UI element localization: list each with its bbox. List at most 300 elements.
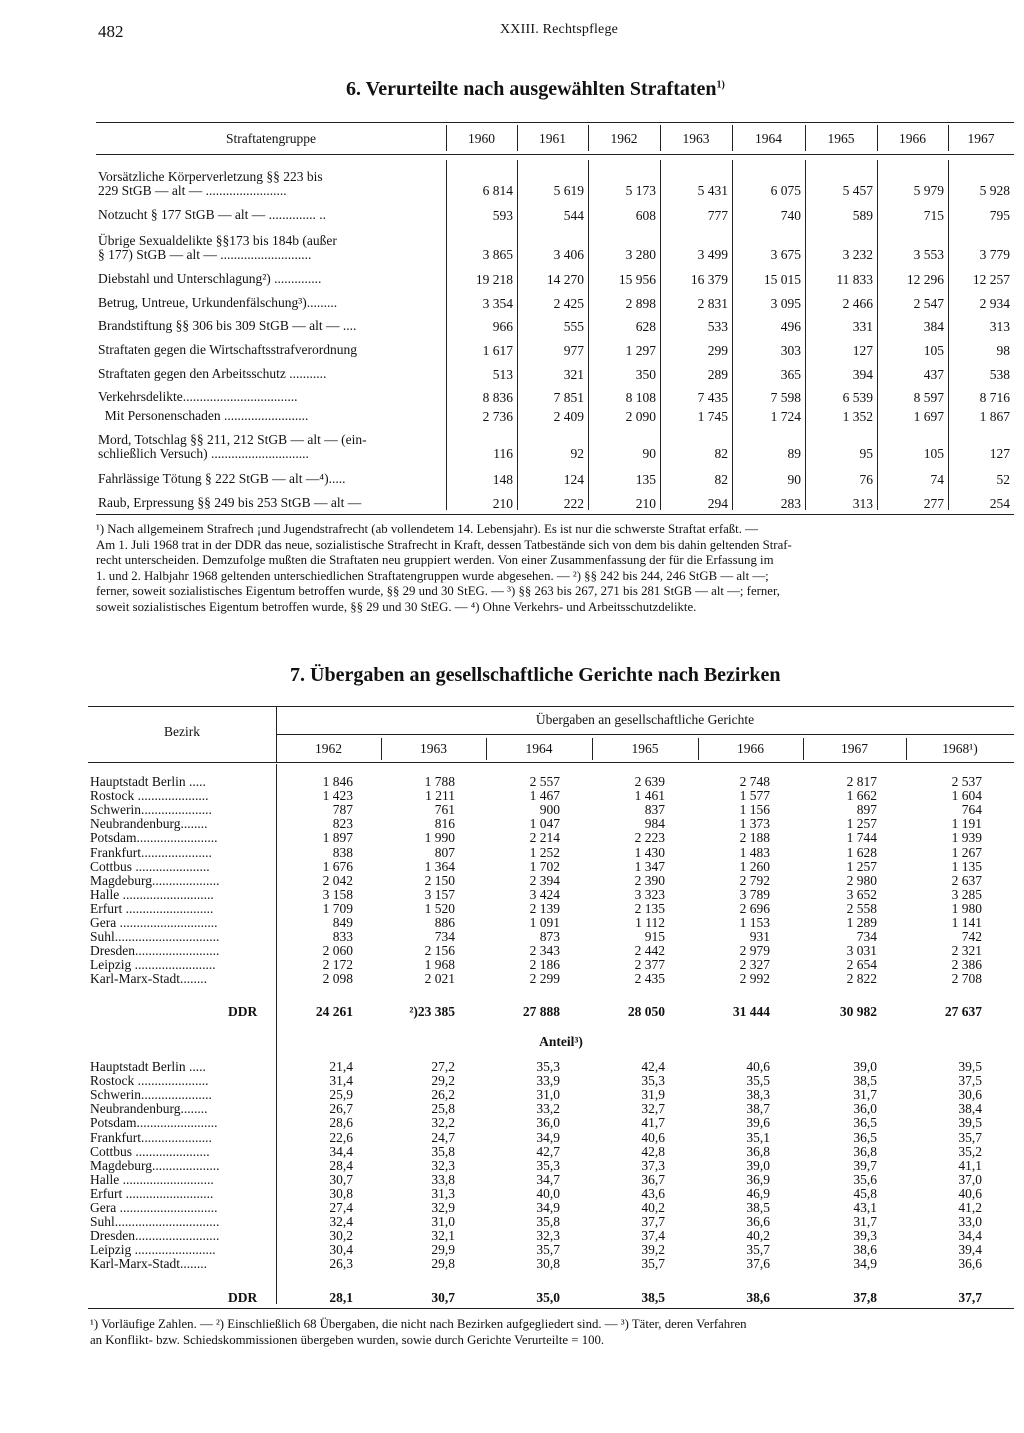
table7-share-row-cell: 40,0 (536, 1185, 560, 1201)
table7-year-header: 1963 (420, 741, 447, 756)
table7-share-row-cell: 38,4 (958, 1101, 982, 1117)
table6-cell: 5 173 (625, 183, 656, 198)
table7-count-row-cell: 2 435 (634, 971, 665, 987)
table7-count-row-cell: 1 628 (846, 844, 877, 860)
table6-cell: 589 (852, 208, 873, 223)
table7-share-row-cell: 32,4 (329, 1214, 353, 1230)
table7-share-row-cell: 40,6 (641, 1129, 665, 1145)
table6-footnote-line: Am 1. Juli 1968 trat in der DDR das neue, sozialistische Strafrecht in Kraft, dessen Tatbestände sich von dem bis dahin geltenden Straf- (96, 537, 792, 552)
table7-year-header: 1962 (315, 741, 342, 756)
table7-year-header: 1967 (841, 741, 868, 756)
table6-cell: 3 779 (979, 247, 1010, 262)
table7-share-row-cell: 37,7 (641, 1214, 665, 1230)
table6-cell: 2 466 (842, 296, 873, 311)
table7-footnote-line: an Konflikt- bzw. Schiedskommissionen übergeben wurden, sowie durch Gerichte Verurteilte = 100. (90, 1332, 605, 1347)
table7-share-row-cell: 38,6 (853, 1242, 877, 1258)
table7-count-row-cell: 3 157 (424, 886, 455, 902)
table7-count-row-cell: 1 483 (739, 844, 770, 860)
table6-year-header: 1965 (827, 131, 855, 146)
table7-count-row-cell: 838 (332, 844, 353, 860)
table6-cell: 92 (570, 446, 584, 461)
table7-share-row-cell: 40,6 (958, 1185, 982, 1201)
table6-cell: 277 (923, 496, 944, 511)
table6-cell: 437 (923, 367, 944, 382)
table7-header-rule (88, 762, 1014, 763)
table6-cell: 76 (859, 472, 873, 487)
table7-count-row-cell: 1 211 (425, 788, 455, 804)
table6-cell: 16 379 (690, 272, 728, 287)
table7-share-row-cell: 30,4 (329, 1242, 353, 1258)
table7-share-row-cell: 42,8 (641, 1143, 665, 1159)
table6-top-rule (96, 122, 1014, 123)
table6-cell: 496 (780, 319, 801, 334)
table7-count-row-label: Leipzig ........................ (90, 957, 216, 973)
table7-count-row-cell: 1 788 (424, 774, 455, 789)
table7-count-row-cell: 2 021 (424, 971, 455, 987)
table7-count-row-cell: 1 897 (322, 830, 353, 846)
table6-cell: 303 (780, 343, 801, 358)
table6-cell: 5 979 (913, 183, 944, 198)
table7-count-row-label: Suhl............................... (90, 929, 220, 945)
table7-share-row-label: Halle ........................... (90, 1171, 214, 1187)
table7-count-row-cell: 2 150 (424, 872, 455, 888)
table6-cell: 294 (707, 496, 728, 511)
table7-count-row-cell: 764 (961, 802, 982, 818)
table6-cell: 966 (492, 319, 513, 334)
table6-cell: 90 (642, 446, 656, 461)
table7-count-row-cell: 873 (539, 929, 560, 945)
table6-footnote-line: ferner, soweit sozialistisches Eigentum betroffen wurde, §§ 29 und 30 StEG. — ³) §§ 263 bis 267, 271 bis 281 StGB — alt —; ferner, (96, 584, 780, 598)
table7-share-row-label: Gera ............................. (90, 1200, 218, 1215)
table7-share-row-cell: 30,7 (329, 1171, 353, 1187)
table7-year-header: 1964 (525, 741, 553, 756)
table7-share-row-cell: 38,3 (746, 1087, 770, 1103)
table6-cell: 14 270 (546, 272, 584, 287)
table7-group-header: Übergaben an gesellschaftliche Gerichte (535, 712, 755, 727)
table7-count-row-label: Hauptstadt Berlin ..... (90, 774, 206, 789)
table6-title (346, 78, 725, 101)
table6-cell: 365 (780, 367, 801, 382)
table7-footnote-line: ¹) Vorläufige Zahlen. — ²) Einschließlich 68 Übergaben, die nicht nach Bezirken aufgegliedert sind. — ³) Täter, deren Verfahren (90, 1317, 747, 1331)
table6-cell: 8 716 (979, 390, 1010, 405)
table6-cell: 90 (787, 472, 801, 487)
table6-cell: 628 (635, 319, 656, 334)
table6-cell: 12 257 (972, 272, 1010, 287)
table7-count-row-cell: 734 (434, 929, 455, 945)
table7-share-total-row-cell: 30,7 (431, 1290, 455, 1305)
table7-share-row-cell: 31,0 (536, 1087, 560, 1103)
table7-share-row-cell: 35,7 (746, 1242, 770, 1258)
table6-cell: 19 218 (475, 272, 513, 287)
table6-cell: 105 (923, 446, 944, 461)
table7-count-row-label: Frankfurt..................... (90, 844, 212, 860)
table6-row-label: Mord, Totschlag §§ 211, 212 StGB — alt — (ein- schließlich Versuch) ............................. (98, 432, 367, 461)
table7-share-row-cell: 32,7 (641, 1101, 665, 1117)
table7-count-row-cell: 1 709 (322, 900, 353, 916)
table6-footnote-block (96, 522, 1016, 615)
table6-cell: 1 867 (979, 409, 1010, 424)
table7-share-row-cell: 34,9 (536, 1200, 560, 1215)
table7-count-row-label: Schwerin..................... (90, 802, 212, 818)
table7-share-row-cell: 35,5 (746, 1073, 770, 1089)
table7-count-row-cell: 3 789 (739, 886, 770, 902)
table6-row-label: Betrug, Untreue, Urkundenfälschung³)......... (98, 295, 338, 310)
table6-cell: 3 865 (482, 247, 513, 262)
table7-share-row-label: Rostock ..................... (90, 1073, 209, 1089)
table7-count-row-cell: 2 979 (739, 943, 770, 959)
table6-cell: 3 499 (697, 247, 728, 262)
table7-share-row-cell: 40,2 (746, 1228, 770, 1244)
table7-share-row-cell: 33,2 (536, 1101, 560, 1117)
table7-share-row-cell: 36,5 (853, 1115, 877, 1131)
table7-count-row-cell: 2 214 (529, 830, 560, 846)
table7-count-row-cell: 984 (644, 816, 665, 832)
table7-share-row-cell: 35,7 (958, 1129, 982, 1145)
table6-row-label: Fahrlässige Tötung § 222 StGB — alt —⁴)..... (98, 471, 346, 486)
table7-share-row-label: Cottbus ...................... (90, 1143, 210, 1159)
table7-share-total-row-cell: 35,0 (536, 1290, 560, 1305)
table6-title-sup: 1) (716, 79, 725, 91)
table6-year-header: 1966 (899, 131, 926, 146)
table7-count-row-cell: 761 (434, 802, 455, 818)
table7-share-row-cell: 36,6 (746, 1214, 770, 1230)
table6-cell: 222 (563, 496, 584, 511)
table7-share-row-cell: 35,3 (536, 1059, 560, 1074)
table6-cell: 8 597 (913, 390, 944, 405)
table7-share-row-cell: 36,6 (958, 1256, 982, 1272)
table7-share-row-cell: 26,7 (329, 1101, 353, 1117)
table6-cell: 98 (996, 343, 1010, 358)
table7-share-row-cell: 35,3 (536, 1157, 560, 1173)
table6-cell: 2 547 (913, 296, 944, 311)
table6-bottom-rule (96, 514, 1014, 515)
table7-share-row-cell: 32,9 (431, 1200, 455, 1215)
table7-share-row-cell: 34,4 (958, 1228, 982, 1244)
table6-cell: 82 (714, 446, 728, 461)
table6-cell: 2 934 (979, 296, 1010, 311)
table6-cell: 89 (787, 446, 801, 461)
table7-share-row-cell: 35,8 (536, 1214, 560, 1230)
table7-count-row-cell: 1 467 (529, 788, 560, 804)
table7-share-row-cell: 43,1 (853, 1200, 877, 1215)
table7-total-row-cell: 27 888 (522, 1004, 560, 1019)
table7-count-row-cell: 2 156 (424, 943, 455, 959)
table7-total-label: DDR (228, 1004, 258, 1019)
table7-count-row-cell: 1 968 (424, 957, 455, 973)
table7-share-row-label: Hauptstadt Berlin ..... (90, 1059, 206, 1074)
table7-count-row-cell: 3 323 (634, 886, 665, 902)
table7-share-row-cell: 37,0 (958, 1171, 982, 1187)
table7-share-row-cell: 39,4 (958, 1242, 982, 1258)
table6-cell: 6 814 (482, 183, 513, 198)
table7-share-row-cell: 36,0 (536, 1115, 560, 1131)
table7-count-row-cell: 1 289 (846, 915, 877, 930)
table7-count-row-cell: 2 042 (322, 872, 353, 888)
table7-count-row-cell: 2 327 (739, 957, 770, 973)
table7-count-row-cell: 823 (332, 816, 353, 832)
table7-share-total-row-cell: 37,8 (853, 1290, 877, 1305)
table6-cell: 331 (852, 319, 873, 334)
table7-count-row-cell: 1 112 (635, 915, 665, 930)
table7-count-row-cell: 2 390 (634, 872, 665, 888)
table7-count-row-cell: 897 (856, 802, 877, 818)
table6-row-label: Brandstiftung §§ 306 bis 309 StGB — alt — .... (98, 318, 357, 333)
table6-cell: 15 015 (763, 272, 801, 287)
table7-count-row-cell: 1 347 (634, 858, 665, 874)
table7-count-row-cell: 1 520 (424, 900, 455, 916)
table7-share-row-cell: 35,8 (431, 1143, 455, 1159)
table6-cell: 3 095 (770, 296, 801, 311)
table7-count-row-cell: 2 817 (846, 774, 877, 789)
table7-year-header: 1965 (631, 741, 659, 756)
table7-count-row-cell: 2 654 (846, 957, 877, 973)
table7-share-row-cell: 27,2 (431, 1059, 455, 1074)
table7-count-row-cell: 849 (332, 915, 353, 930)
table7-count-row-cell: 1 091 (529, 915, 560, 930)
table7-count-row-cell: 816 (434, 816, 455, 832)
table7-count-row-cell: 2 343 (529, 943, 560, 959)
table6-cell: 593 (492, 208, 513, 223)
table7-count-row-cell: 1 252 (529, 844, 560, 860)
table7-share-row-cell: 31,3 (431, 1185, 455, 1201)
table7-share-row-cell: 34,7 (536, 1171, 560, 1187)
table6-cell: 3 354 (482, 296, 513, 311)
table7-share-row-label: Frankfurt..................... (90, 1129, 212, 1145)
table6-cell: 148 (492, 472, 513, 487)
table6-cell: 5 619 (553, 183, 584, 198)
table7-count-row-cell: 1 257 (846, 816, 877, 832)
table6-cell: 740 (780, 208, 801, 223)
table7-share-row-cell: 26,3 (329, 1256, 353, 1272)
table7-count-row-cell: 2 299 (529, 971, 560, 987)
table6-year-header: 1967 (967, 131, 995, 146)
table6-cell: 127 (989, 446, 1010, 461)
table7-count-row-label: Dresden......................... (90, 943, 220, 959)
table6-cell: 533 (707, 319, 728, 334)
table7-count-row-cell: 807 (434, 844, 455, 860)
table6-row-label: Verkehrsdelikte.................................. (98, 389, 298, 404)
table6-cell: 977 (563, 343, 584, 358)
table7-count-row-cell: 886 (434, 915, 455, 930)
table7-share-row-cell: 27,4 (329, 1200, 353, 1215)
table7-total-row-cell: 24 261 (315, 1004, 353, 1019)
table7-share-row-cell: 36,8 (853, 1143, 877, 1159)
table6-cell: 7 851 (553, 390, 584, 405)
table7-count-row-cell: 1 135 (951, 858, 982, 874)
table7-share-row-cell: 39,0 (746, 1157, 770, 1173)
table7-count-row-label: Halle ........................... (90, 886, 214, 902)
table7-count-row-cell: 3 031 (846, 943, 877, 959)
table7-count-row-cell: 1 257 (846, 858, 877, 874)
table7-count-row-cell: 742 (961, 929, 982, 945)
table7-count-row-cell: 2 639 (634, 774, 665, 789)
table7-count-row-label: Erfurt .......................... (90, 900, 214, 916)
table7-total-row-cell: 28 050 (627, 1004, 665, 1019)
table7-share-row-label: Neubrandenburg........ (90, 1101, 208, 1117)
table7-share-row-cell: 40,2 (641, 1200, 665, 1215)
table7-share-row-cell: 25,9 (329, 1087, 353, 1103)
table7-share-row-cell: 34,9 (536, 1129, 560, 1145)
table6-row-label: Straftaten gegen den Arbeitsschutz ........... (98, 366, 327, 381)
table6-row-label: Raub, Erpressung §§ 249 bis 253 StGB — alt — (98, 495, 362, 510)
table7-share-total-row-cell: 28,1 (329, 1290, 353, 1305)
table7-share-row-cell: 39,3 (853, 1228, 877, 1244)
table7-count-row-cell: 2 377 (634, 957, 665, 973)
table7-count-row-cell: 1 662 (846, 788, 877, 804)
table7-share-row-cell: 32,3 (431, 1157, 455, 1173)
table6-cell: 2 409 (553, 409, 584, 424)
table7-share-row-label: Potsdam........................ (90, 1115, 218, 1131)
table7-share-row-cell: 29,8 (431, 1256, 455, 1272)
table6-row-label: Vorsätzliche Körperverletzung §§ 223 bis 229 StGB — alt — ........................ (98, 169, 323, 198)
table7-share-row-cell: 34,9 (853, 1256, 877, 1272)
table7-count-row-label: Magdeburg.................... (90, 872, 220, 888)
table7-share-row-cell: 41,2 (958, 1200, 982, 1215)
table7-count-row-cell: 1 423 (322, 788, 353, 804)
table7-count-row-cell: 2 321 (951, 943, 982, 959)
table7-share-row-cell: 31,7 (853, 1214, 877, 1230)
table6-title-text: 6. Verurteilte nach ausgewählten Straftaten (346, 78, 717, 100)
table7-count-row-cell: 2 394 (529, 872, 560, 888)
table7-count-row-cell: 3 158 (322, 886, 353, 902)
table7-share-row-cell: 21,4 (329, 1059, 353, 1074)
table6-cell: 384 (923, 319, 944, 334)
table7-count-row-cell: 1 990 (424, 830, 455, 846)
table7-share-row-cell: 37,3 (641, 1157, 665, 1173)
table7-count-row-cell: 3 652 (846, 886, 877, 902)
table7-count-row-cell: 2 822 (846, 971, 877, 987)
table7-count-row-cell: 837 (644, 802, 665, 818)
table6-cell: 8 108 (625, 390, 656, 405)
table7-share-row-cell: 35,1 (746, 1129, 770, 1145)
table6-cell: 3 280 (625, 247, 656, 262)
table7-col-header: Bezirk (164, 724, 200, 739)
table7-share-row-cell: 30,8 (329, 1185, 353, 1201)
table6-cell: 2 425 (553, 296, 584, 311)
table6-footnote-line: ¹) Nach allgemeinem Strafrech ¡und Jugendstrafrecht (ab vollendetem 14. Lebensjahr). Es ist nur die schwerste Straftat erfaßt. — (96, 522, 758, 536)
table7-count-row-cell: 2 386 (951, 957, 982, 973)
table7-share-row-cell: 32,3 (536, 1228, 560, 1244)
table6-year-header: 1961 (539, 131, 566, 146)
table6-year-header: 1962 (610, 131, 638, 146)
table7-share-row-cell: 41,1 (958, 1157, 982, 1173)
table7-title: 7. Übergaben an gesellschaftliche Gerichte nach Bezirken (290, 664, 781, 686)
table6-cell: 321 (563, 367, 584, 382)
table7-share-row-label: Magdeburg.................... (90, 1157, 220, 1173)
table6-cell: 210 (635, 496, 656, 511)
table6-cell: 1 697 (913, 409, 944, 424)
table7-share-row-cell: 39,5 (958, 1059, 982, 1074)
table7-count-row-cell: 1 141 (951, 915, 982, 930)
table7-share-row-cell: 38,5 (746, 1200, 770, 1215)
table7-count-row-label: Rostock ..................... (90, 788, 209, 804)
table7-share-row-cell: 31,7 (853, 1087, 877, 1103)
table7-subheader-rule (276, 734, 1014, 735)
table7-share-row-cell: 22,6 (329, 1129, 353, 1145)
table7-count-row-cell: 833 (332, 929, 353, 945)
table6-cell: 795 (989, 208, 1010, 223)
table6-cell: 513 (492, 367, 513, 382)
table6-cell: 299 (707, 343, 728, 358)
table7-share-row-cell: 29,2 (431, 1073, 455, 1089)
table7-share-row-cell: 37,6 (746, 1256, 770, 1272)
table6-cell: 777 (707, 208, 728, 223)
table7-share-total-row-cell: 38,6 (746, 1290, 770, 1305)
table7-share-row-cell: 42,4 (641, 1059, 665, 1074)
table7-count-row-cell: 2 696 (739, 900, 770, 916)
table7-count-row-cell: 1 364 (424, 858, 455, 874)
table7-count-row-cell: 1 267 (951, 844, 982, 860)
table7-share-row-cell: 31,0 (431, 1214, 455, 1230)
table6-cell: 2 736 (482, 409, 513, 424)
table7-count-row-cell: 1 846 (322, 774, 353, 789)
table7-count-row-label: Cottbus ...................... (90, 858, 210, 874)
table7-share-row-cell: 31,4 (329, 1073, 353, 1089)
table7-share-row-cell: 38,5 (853, 1073, 877, 1089)
table7-count-row-cell: 3 285 (951, 886, 982, 902)
table6-cell: 74 (930, 472, 944, 487)
table7-count-row-cell: 2 992 (739, 971, 770, 987)
table7-year-header: 1966 (737, 741, 764, 756)
table7-count-row-cell: 1 153 (739, 915, 770, 930)
table7-count-row-label: Potsdam........................ (90, 830, 218, 846)
table7-share-row-cell: 43,6 (641, 1185, 665, 1201)
table7-count-row-cell: 900 (539, 802, 560, 818)
table7-share-row-cell: 39,2 (641, 1242, 665, 1258)
table7-total-row-cell: ²)23 385 (409, 1004, 455, 1019)
table6-cell: 7 598 (770, 390, 801, 405)
table7-share-row-cell: 35,3 (641, 1073, 665, 1089)
table6-footnote-line: 1. und 2. Halbjahr 1968 geltenden unterschiedlichen Straftatengruppen wurde abgesehen. — ²) §§ 242 bis 244, 246 StGB — alt —; (96, 568, 769, 583)
table6-cell: 124 (563, 472, 584, 487)
table6-cell: 3 406 (553, 247, 584, 262)
table7-share-row-cell: 29,9 (431, 1242, 455, 1258)
table6-row-label: Notzucht § 177 StGB — alt — .............. .. (98, 207, 326, 222)
table7-share-row-cell: 37,4 (641, 1228, 665, 1244)
table6-cell: 116 (493, 446, 513, 461)
table7-top-rule (88, 706, 1014, 707)
table7-count-row-cell: 1 260 (739, 858, 770, 874)
table6-cell: 3 232 (842, 247, 873, 262)
table7-count-row-cell: 2 980 (846, 872, 877, 888)
table7-share-row-label: Karl-Marx-Stadt........ (90, 1256, 207, 1272)
table6-cell: 555 (563, 319, 584, 334)
table6-cell: 7 435 (697, 390, 728, 405)
table7-count-row-cell: 2 557 (529, 774, 560, 789)
table7-share-row-label: Erfurt .......................... (90, 1185, 214, 1201)
table6-cell: 3 675 (770, 247, 801, 262)
table7-share-total-row-cell: 38,5 (641, 1290, 665, 1305)
table6-cell: 313 (852, 496, 873, 511)
table6-cell: 1 297 (625, 343, 656, 358)
table7-share-row-cell: 36,5 (853, 1129, 877, 1145)
table7-count-row-cell: 915 (644, 929, 665, 945)
table6-cell: 11 833 (836, 272, 873, 287)
running-head: XXIII. Rechtspflege (500, 22, 619, 37)
table6-cell: 3 553 (913, 247, 944, 262)
page-number: 482 (98, 22, 124, 41)
table7-share-row-cell: 39,5 (958, 1115, 982, 1131)
table7-count-row-cell: 1 939 (951, 830, 982, 846)
table7-count-row-cell: 1 430 (634, 844, 665, 860)
table7-count-row-cell: 2 537 (951, 774, 982, 789)
table7-total-row-cell: 27 637 (944, 1004, 982, 1019)
table7-share-row-cell: 30,8 (536, 1256, 560, 1272)
table7-share-row-label: Suhl............................... (90, 1214, 220, 1230)
table6-cell: 608 (635, 208, 656, 223)
table6-year-header: 1963 (682, 131, 710, 146)
table7-count-row-cell: 2 637 (951, 872, 982, 888)
